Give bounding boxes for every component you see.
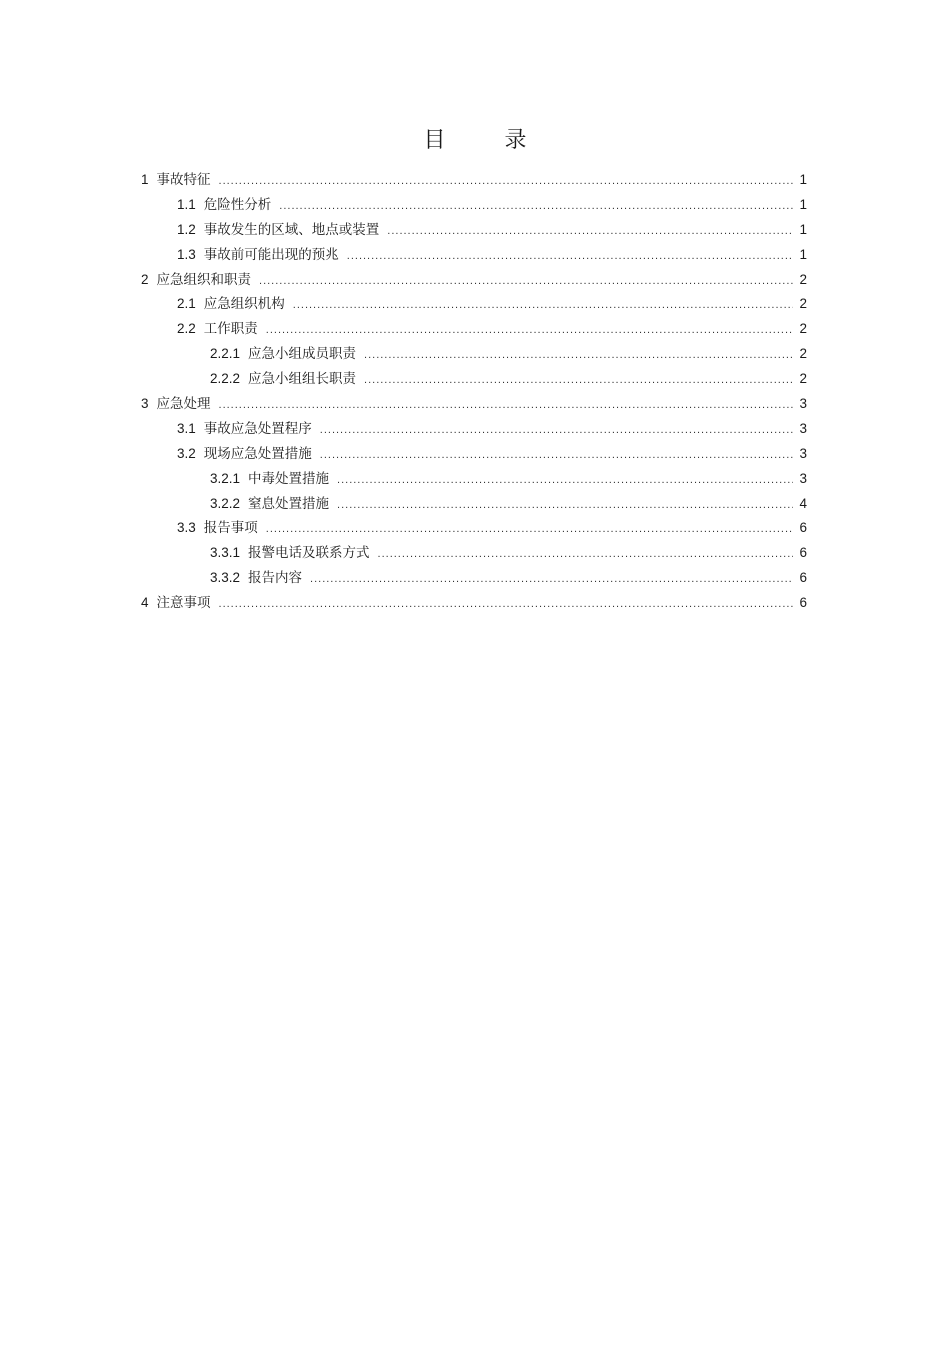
toc-entry-number: 3.2 <box>177 445 196 461</box>
toc-entry-number: 2.2.2 <box>210 371 241 387</box>
toc-entry-label: 应急处理 <box>156 396 211 413</box>
toc-entry-page-number: 2 <box>799 346 807 362</box>
toc-entry-label: 应急小组成员职责 <box>248 346 357 363</box>
toc-entry-page-number: 2 <box>799 271 807 287</box>
toc-entry-label: 应急小组组长职责 <box>248 371 357 388</box>
toc-entry[interactable] <box>141 342 807 367</box>
toc-entry[interactable] <box>141 367 807 392</box>
toc-entry-number: 3.2.2 <box>210 495 241 511</box>
toc-entry-label: 事故特征 <box>156 172 211 188</box>
toc-entry-number: 1.1 <box>177 196 196 212</box>
toc-entry[interactable] <box>141 168 807 193</box>
toc-entry[interactable] <box>141 243 807 268</box>
toc-entry-page-number: 6 <box>799 570 807 586</box>
toc-dot-leader <box>219 592 793 617</box>
toc-dot-leader <box>259 269 793 294</box>
toc-entry-page-number: 2 <box>799 371 807 387</box>
toc-entry-number: 3 <box>141 396 149 412</box>
toc-entry-label: 应急组织和职责 <box>156 271 252 288</box>
toc-entry-page-number: 6 <box>799 595 807 611</box>
toc-dot-leader <box>219 169 793 194</box>
toc-entry-number: 1.3 <box>177 246 196 262</box>
toc-entry-page-number: 4 <box>799 495 807 511</box>
toc-dot-leader <box>320 418 793 443</box>
toc-entry[interactable] <box>141 193 807 218</box>
toc-dot-leader <box>364 368 793 393</box>
toc-dot-leader <box>378 542 793 567</box>
toc-entry-number: 2.2.1 <box>210 346 241 362</box>
toc-dot-leader <box>387 219 793 244</box>
toc-dot-leader <box>279 194 793 219</box>
toc-entry-page-number: 1 <box>799 246 807 262</box>
toc-entry-label: 事故发生的区域、地点或装置 <box>203 221 380 238</box>
toc-entry-label: 报告内容 <box>248 570 303 587</box>
toc-dot-leader <box>347 244 793 269</box>
toc-entry-number: 3.1 <box>177 420 196 436</box>
toc-entry[interactable] <box>141 492 807 517</box>
toc-entry-label: 窒息处置措施 <box>248 495 330 512</box>
toc-dot-leader <box>310 567 793 592</box>
toc-entry-label: 中毒处置措施 <box>248 470 330 487</box>
toc-entry-label: 危险性分析 <box>203 196 272 213</box>
toc-entry-page-number: 1 <box>799 196 807 212</box>
toc-entry-number: 1 <box>141 172 149 187</box>
toc-entry-page-number: 1 <box>799 221 807 237</box>
toc-dot-leader <box>266 318 793 343</box>
toc-entry-page-number: 6 <box>799 520 807 536</box>
toc-entry[interactable] <box>141 417 807 442</box>
toc-entry[interactable] <box>141 317 807 342</box>
toc-entry-page-number: 3 <box>799 420 807 436</box>
toc-entry[interactable] <box>141 218 807 243</box>
toc-entry-label: 事故前可能出现的预兆 <box>203 246 339 263</box>
toc-entry-number: 3.3.2 <box>210 570 241 586</box>
toc-entry-page-number: 2 <box>799 296 807 312</box>
toc-title: 目 录 <box>423 128 553 153</box>
toc-dot-leader <box>219 393 793 418</box>
toc-entry[interactable] <box>141 516 807 541</box>
toc-entry-label: 工作职责 <box>203 321 258 338</box>
toc-entry-number: 4 <box>141 595 149 611</box>
toc-entry-label: 报警电话及联系方式 <box>248 545 370 562</box>
toc-entry-number: 2 <box>141 271 149 287</box>
toc-entry-page-number: 3 <box>799 396 807 412</box>
toc-entry-label: 事故应急处置程序 <box>203 420 312 437</box>
toc-entry-label: 现场应急处置措施 <box>203 445 312 462</box>
toc-entry[interactable] <box>141 268 807 293</box>
toc-entry-label: 应急组织机构 <box>203 296 285 313</box>
toc-dot-leader <box>364 343 793 368</box>
toc-entry-page-number: 3 <box>799 445 807 461</box>
toc-entry[interactable] <box>141 392 807 417</box>
toc-entry-label: 注意事项 <box>156 595 211 612</box>
toc-dot-leader <box>320 443 793 468</box>
toc-entry-page-number: 1 <box>799 172 807 187</box>
toc-entry-label: 报告事项 <box>203 520 258 537</box>
toc-entry[interactable] <box>141 591 807 616</box>
toc-dot-leader <box>337 493 793 518</box>
toc-entry-page-number: 3 <box>799 470 807 486</box>
toc-entry-number: 3.3.1 <box>210 545 241 561</box>
toc-entry-number: 3.3 <box>177 520 196 536</box>
toc-dot-leader <box>337 468 793 493</box>
toc-entry[interactable] <box>141 541 807 566</box>
toc-dot-leader <box>293 293 793 318</box>
toc-entry[interactable] <box>141 442 807 467</box>
toc-entry[interactable] <box>141 292 807 317</box>
toc-entry[interactable] <box>141 467 807 492</box>
toc-entry-number: 1.2 <box>177 221 196 237</box>
table-of-contents <box>141 168 807 616</box>
toc-entry-number: 2.2 <box>177 321 196 337</box>
toc-entry-number: 2.1 <box>177 296 196 312</box>
toc-entry-page-number: 2 <box>799 321 807 337</box>
toc-dot-leader <box>266 517 793 542</box>
toc-entry-number: 3.2.1 <box>210 470 241 486</box>
toc-entry[interactable] <box>141 566 807 591</box>
toc-entry-page-number: 6 <box>799 545 807 561</box>
